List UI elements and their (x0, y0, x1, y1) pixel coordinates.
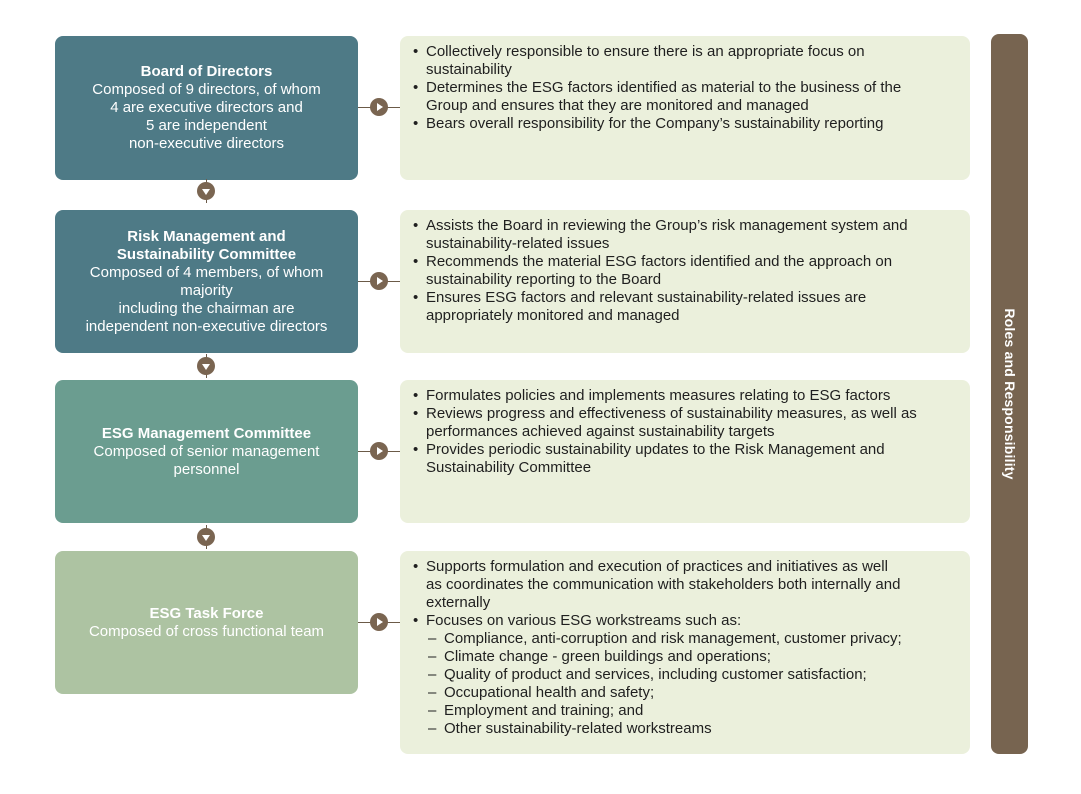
tier-box-1 (55, 36, 358, 180)
bullet-text-continued: externally (426, 594, 491, 611)
bullet-text: Determines the ESG factors identified as material to the business of the (426, 79, 902, 96)
bullet-text: Supports formulation and execution of practices and initiatives as well (426, 558, 888, 575)
bullet-text-continued: Group and ensures that they are monitored and managed (426, 97, 809, 114)
tier-box-2 (55, 210, 358, 353)
tier-description-line: 4 are executive directors and (110, 99, 303, 116)
tier-title-line: ESG Task Force (149, 604, 264, 622)
bullet-mark: • (413, 253, 419, 270)
bullet-text: Assists the Board in reviewing the Group’s risk management system and (426, 217, 908, 234)
tier-title (102, 425, 311, 443)
side-label: Roles and Responsibility (1001, 308, 1018, 480)
bullet-text-continued: Sustainability Committee (426, 459, 592, 476)
sub-item (410, 684, 960, 702)
tier-description-line: Composed of senior management (93, 442, 320, 460)
bullet-text-continued: sustainability-related issues (426, 235, 610, 252)
tier-box-4 (55, 551, 358, 694)
bullet-mark: • (413, 405, 419, 422)
tier-box-3 (55, 380, 358, 523)
play-down-icon (197, 182, 215, 200)
bullet-text-continued: as coordinates the communication with stakeholders both internally and (426, 576, 901, 593)
bullet-text: Collectively responsible to ensure there is an appropriate focus on (426, 43, 865, 60)
bullet-mark: • (413, 612, 419, 629)
bullet-mark: • (413, 217, 419, 234)
bullet-text: Other sustainability-related workstreams (444, 720, 712, 737)
tier-description-line: Composed of 4 members, of whom majority (89, 263, 324, 299)
bullet-text: Focuses on various ESG workstreams such as: (426, 612, 742, 629)
bullet-item (410, 253, 960, 271)
dash-mark: – (428, 702, 437, 719)
play-right-icon (370, 442, 388, 460)
tier-description-line: personnel (173, 460, 240, 478)
play-down-icon (197, 357, 215, 375)
sub-item (410, 720, 960, 738)
bullet-text: Recommends the material ESG factors identified and the approach on (426, 253, 893, 270)
bullet-text: Compliance, anti-corruption and risk management, customer privacy; (444, 630, 902, 647)
bullet-item (410, 441, 960, 459)
tier-title-line: Risk Management and (127, 227, 286, 245)
dash-mark: – (428, 720, 437, 737)
bullet-text-continued: sustainability (426, 61, 512, 78)
bullet-mark: • (413, 387, 419, 404)
bullet-text: Provides periodic sustainability updates to the Risk Management and (426, 441, 885, 458)
sub-item (410, 702, 960, 720)
bullet-item (410, 79, 960, 97)
play-right-icon (370, 613, 388, 631)
dash-mark: – (428, 666, 437, 683)
bullet-item (410, 115, 960, 133)
bullet-item (410, 217, 960, 235)
bullet-mark: • (413, 441, 419, 458)
dash-mark: – (428, 648, 437, 665)
play-down-icon (197, 528, 215, 546)
bullet-item (410, 558, 960, 576)
sub-item (410, 666, 960, 684)
bullet-mark: • (413, 115, 419, 132)
tier-title (150, 605, 264, 623)
bullet-item (410, 43, 960, 61)
roles-responsibility-bar (991, 34, 1028, 754)
tier-title (117, 228, 296, 264)
bullet-item (410, 289, 960, 307)
tier-description-line: including the chairman are (118, 299, 295, 317)
sub-item (410, 648, 960, 666)
bullet-text: Quality of product and services, including customer satisfaction; (444, 666, 867, 683)
bullet-text: Employment and training; and (444, 702, 644, 719)
bullet-text-continued: appropriately monitored and managed (426, 307, 680, 324)
responsibility-box-2 (400, 210, 970, 353)
tier-title-line: ESG Management Committee (101, 424, 312, 442)
bullet-item (410, 405, 960, 423)
bullet-text: Formulates policies and implements measures relating to ESG factors (426, 387, 891, 404)
bullet-text: Climate change - green buildings and operations; (444, 648, 771, 665)
bullet-mark: • (413, 558, 419, 575)
bullet-text: Bears overall responsibility for the Company’s sustainability reporting (426, 115, 884, 132)
bullet-mark: • (413, 43, 419, 60)
responsibility-box-3 (400, 380, 970, 523)
dash-mark: – (428, 684, 437, 701)
bullet-mark: • (413, 79, 419, 96)
dash-mark: – (428, 630, 437, 647)
tier-description-line: Composed of cross functional team (88, 622, 325, 640)
bullet-text: Ensures ESG factors and relevant sustainability-related issues are (426, 289, 867, 306)
bullet-item (410, 612, 960, 630)
bullet-text: Occupational health and safety; (444, 684, 655, 701)
responsibility-box-4 (400, 551, 970, 754)
bullet-item (410, 387, 960, 405)
responsibility-box-1 (400, 36, 970, 180)
tier-title-line: Sustainability Committee (116, 245, 297, 263)
sub-item (410, 630, 960, 648)
tier-description-line: 5 are independent (146, 117, 267, 134)
tier-title (141, 63, 273, 81)
bullet-text-continued: sustainability reporting to the Board (426, 271, 662, 288)
tier-description-line: non-executive directors (128, 135, 285, 152)
tier-title-line: Board of Directors (140, 63, 273, 80)
bullet-text-continued: performances achieved against sustainability targets (426, 423, 775, 440)
tier-description-line: Composed of 9 directors, of whom (92, 81, 321, 98)
tier-description-line: independent non-executive directors (85, 317, 328, 335)
bullet-text: Reviews progress and effectiveness of sustainability measures, as well as (426, 405, 917, 422)
bullet-mark: • (413, 289, 419, 306)
play-right-icon (370, 272, 388, 290)
play-right-icon (370, 98, 388, 116)
